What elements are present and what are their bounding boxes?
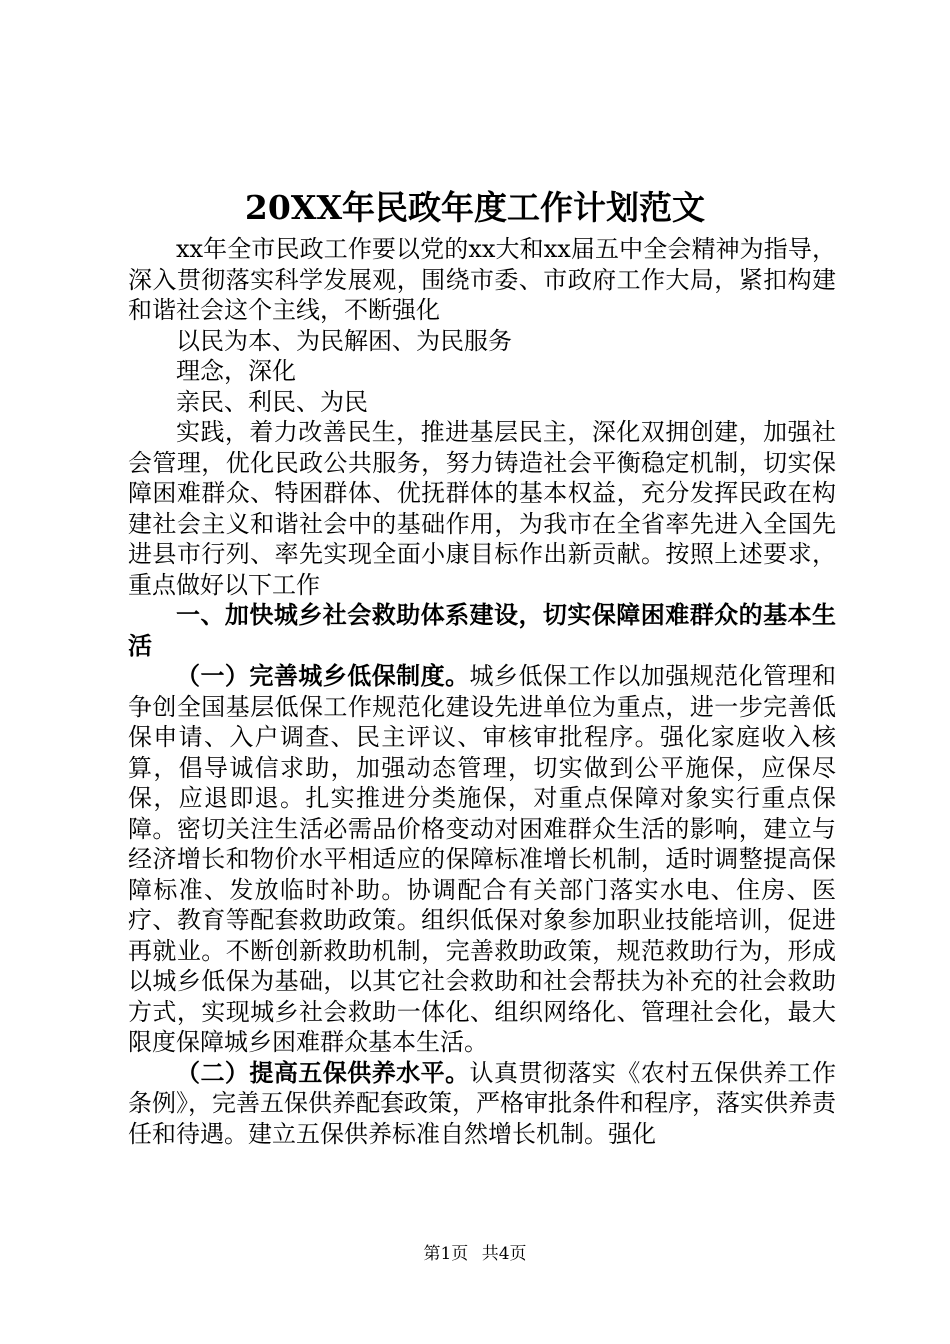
intro-line-1: 以民为本、为民解困、为民服务 [176,326,512,355]
item-2-text: 认真贯彻落实《农村五保供养工作条例》，完善五保供养配套政策，严格审批条件和程序，落实供养责任和待遇。建立五保供养标准自然增长机制。强化 [128,1058,837,1148]
section-1-heading: 一、加快城乡社会救助体系建设，切实保障困难群众的基本生活 [128,600,836,660]
item-2-lead: （二）提高五保供养水平。 [176,1057,470,1087]
item-1-paragraph [128,661,836,1058]
intro-line-2: 理念，深化 [176,357,296,385]
document-body [128,234,836,1149]
document-title: 20XX年民政年度工作计划范文 [244,188,706,227]
item-1-lead: （一）完善城乡低保制度。 [176,661,470,690]
page-total: 共4页 [481,1244,527,1264]
intro-paragraph-2: 实践，着力改善民生，推进基层民主，深化双拥创建，加强社会管理，优化民政公共服务，努力铸造社会平衡稳定机制，切实保障困难群众、特困群体、优抚群体的基本权益，充分发挥民政在构建社会主义和谐社会中的基础作用，为我市在全省率先进入全国先进县市行列、率先实现全面小康目标作出新贡献。按照上述要求，重点做好以下工作 [128,418,836,599]
intro-line-3: 亲民、利民、为民 [176,387,368,416]
page-footer [0,1242,950,1266]
page-number: 第1页 [423,1244,469,1264]
item-2-paragraph [128,1058,836,1150]
intro-paragraph: xx年全市民政工作要以党的xx大和xx届五中全会精神为指导，深入贯彻落实科学发展观，围绕市委、市政府工作大局，紧扣构建和谐社会这个主线，不断强化 [128,235,836,324]
item-1-text: 城乡低保工作以加强规范化管理和争创全国基层低保工作规范化建设先进单位为重点，进一步完善低保申请、入户调查、民主评议、审核审批程序。强化家庭收入核算，倡导诚信求助，加强动态管理，切实做到公平施保，应保尽保，应退即退。扎实推进分类施保，对重点保障对象实行重点保障。密切关注生活必需品价格变动对困难群众生活的影响，建立与经济增长和物价水平相适应的保障标准增长机制，适时调整提高保障标准、发放临时补助。协调配合有关部门落实水电、住房、医疗、教育等配套救助政策。组织低保对象参加职业技能培训，促进再就业。不断创新救助机制，完善救助政策，规范救助行为，形成以城乡低保为基础，以其它社会救助和社会帮扶为补充的社会救助方式，实现城乡社会救助一体化、组织网络化、管理社会化，最大限度保障城乡困难群众基本生活。 [128,662,837,1056]
